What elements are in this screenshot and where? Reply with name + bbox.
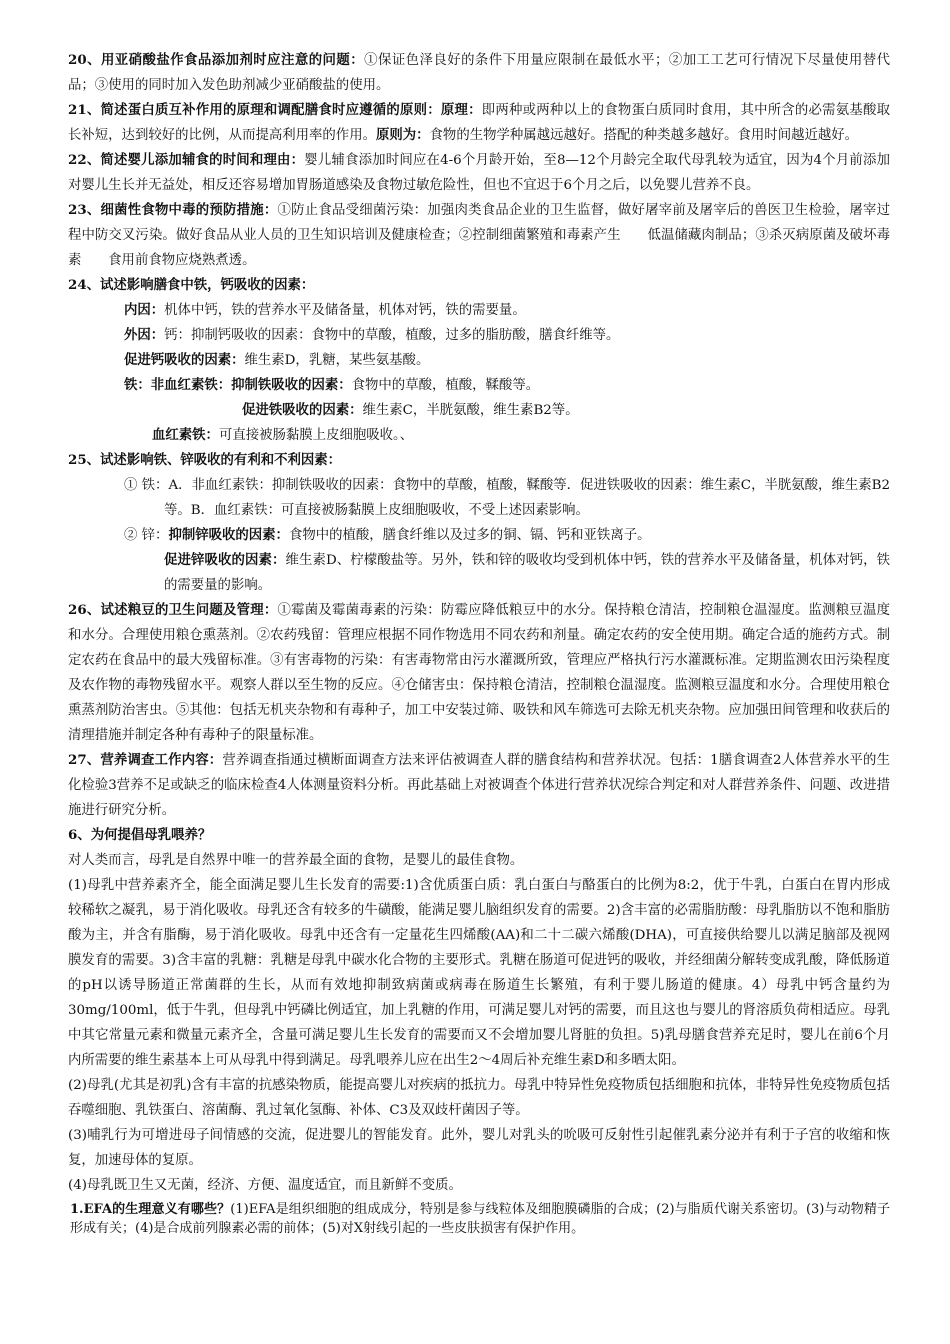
q27-title: 27、营养调查工作内容：	[68, 752, 223, 768]
q21-rule-label: 原则为：	[375, 127, 430, 143]
q26-paragraph	[68, 598, 890, 748]
q24-ca-promote: 维生素D，乳糖，某些氨基酸。	[244, 353, 430, 368]
q25-zn-promote-item	[68, 548, 890, 598]
q24-heme: 可直接被肠黏膜上皮细胞吸收。、	[218, 428, 414, 443]
q25-zn-promote-label: 促进锌吸收的因素：	[164, 552, 286, 568]
q25-fe: ① 铁：A．非血红素铁：抑制铁吸收的因素：食物中的草酸，植酸，鞣酸等．促进铁吸收的因素：维生素C，半胱氨酸，维生素B2等。B．血红素铁：可直接被肠黏膜上皮细胞吸收，不受上述因素影响。	[124, 478, 890, 518]
q24-ca-promote-line	[68, 348, 890, 373]
q24-external-label: 外因：	[124, 327, 165, 343]
q24-fe-promote-label: 促进铁吸收的因素：	[242, 402, 363, 418]
q24-external: 钙：抑制钙吸收的因素：食物中的草酸，植酸，过多的脂肪酸，膳食纤维等。	[164, 328, 620, 343]
q24-external-line	[68, 323, 890, 348]
q24-fe-promote: 维生素C，半胱氨酸，维生素B2等。	[362, 403, 579, 418]
q24-internal: 机体中钙，铁的营养水平及储备量，机体对钙，铁的需要量。	[164, 303, 526, 318]
q21-rule: 食物的生物学种属越远越好。搭配的种类越多越好。食用时间越近越好。	[429, 128, 859, 143]
q24-fe-inhibit-line	[68, 373, 890, 398]
q1-paragraph	[68, 1200, 890, 1238]
q24-fe-promote-line	[68, 398, 890, 423]
q23-body: ①防止食品受细菌污染：加强肉类食品企业的卫生监督，做好屠宰前及屠宰后的兽医卫生检验，屠宰过程中防交叉污染。做好食品从业人员的卫生知识培训及健康检查；②控制细菌繁殖和毒素产生 低温储藏肉制品；③杀灭病原菌及破坏毒素 食用前食物应烧熟煮透。	[68, 203, 891, 268]
q24-ca-promote-label: 促进钙吸收的因素：	[124, 352, 245, 368]
q6-point-2: (2)母乳(尤其是初乳)含有丰富的抗感染物质，能提高婴儿对疾病的抵抗力。母乳中特异性免疫物质包括细胞和抗体，非特异性免疫物质包括吞噬细胞、乳铁蛋白、溶菌酶、乳过氧化氢酶、补体、C3及双歧杆菌因子等。	[68, 1078, 890, 1118]
q25-zn-promote: 维生素D、柠檬酸盐等。另外，铁和锌的吸收均受到机体中钙，铁的营养水平及储备量，机体对钙，铁的需要量的影响。	[164, 553, 891, 593]
q1-body: (1)EFA是组织细胞的组成成分，特别是参与线粒体及细胞膜磷脂的合成；(2)与脂质代谢关系密切。(3)与动物精子形成有关；(4)是合成前列腺素必需的前体；(5)对X射线引起的一些皮肤损害有保护作用。	[70, 1202, 890, 1236]
q25-zn-inhibit-label: 抑制锌吸收的因素：	[168, 527, 289, 543]
q26-title: 26、试述粮豆的卫生问题及管理：	[68, 602, 278, 618]
q22-title: 22、简述婴儿添加辅食的时间和理由：	[68, 152, 305, 168]
q24-fe-inhibit-label: 铁：非血红素铁：抑制铁吸收的因素：	[124, 377, 352, 393]
q22-paragraph	[68, 148, 890, 198]
q6-intro: 对人类而言，母乳是自然界中唯一的营养最全面的食物，是婴儿的最佳食物。	[68, 853, 524, 868]
q25-title-line	[68, 448, 890, 473]
q21-title: 21、简述蛋白质互补作用的原理和调配膳食时应遵循的原则：	[68, 102, 441, 118]
q6-point-3: (3)哺乳行为可增进母子间情感的交流，促进婴儿的智能发育。此外，婴儿对乳头的吮吸可反射性引起催乳素分泌并有利于子宫的收缩和恢复，加速母体的复原。	[68, 1128, 890, 1168]
q6-title: 6、为何提倡母乳喂养？	[68, 827, 212, 843]
q27-body: 营养调查指通过横断面调查方法来评估被调查人群的膳食结构和营养状况。包括：1膳食调查2人体营养水平的生化检验3营养不足或缺乏的临床检查4人体测量资料分析。再此基础上对被调查个体进行营养状况综合判定和对人群营养条件、问题、改进措施进行研究分析。	[68, 753, 890, 818]
q20-paragraph	[68, 48, 890, 98]
q24-internal-label: 内因：	[124, 302, 165, 318]
q26-body: ①霉菌及霉菌毒素的污染：防霉应降低粮豆中的水分。保持粮仓清洁，控制粮仓温湿度。监测粮豆温度和水分。合理使用粮仓熏蒸剂。②农药残留：管理应根据不同作物选用不同农药和剂量。确定农药的安全使用期。确定合适的施药方式。制定农药在食品中的最大残留标准。③有害毒物的污染：有害毒物常由污水灌溉所致，管理应严格执行污水灌溉标准。定期监测农田污染程度及农作物的毒物残留水平。观察人群以至生物的反应。④仓储害虫：保持粮仓清洁，控制粮仓温湿度。监测粮豆温度和水分。合理使用粮仓熏蒸剂防治害虫。⑤其他：包括无机夹杂物和有毒种子，加工中安装过筛、吸铁和风车筛选可去除无机夹杂物。应加强田间管理和收获后的清理措施并制定各种有毒种子的限量标准。	[68, 603, 891, 743]
q1-title: 1.EFA的生理意义有哪些？	[70, 1202, 231, 1217]
q20-body: ①保证色泽良好的条件下用量应限制在最低水平；②加工工艺可行情况下尽量使用替代品；③使用的同时加入发色助剂减少亚硝酸盐的使用。	[68, 53, 891, 93]
q20-title: 20、用亚硝酸盐作食品添加剂时应注意的问题：	[68, 52, 365, 68]
q23-title: 23、细菌性食物中毒的预防措施：	[68, 202, 278, 218]
q25-zn-item	[68, 523, 890, 548]
q24-internal-line	[68, 298, 890, 323]
q23-paragraph	[68, 198, 890, 273]
q24-heme-line	[68, 423, 890, 448]
q6-point-1: (1)母乳中营养素齐全，能全面满足婴儿生长发育的需要:1)含优质蛋白质：乳白蛋白与酪蛋白的比例为8:2，优于牛乳，白蛋白在胃内形成较稀软之凝乳，易于消化吸收。母乳还含有较多的牛磺酸，能满足婴儿脑组织发育的需要。2)含丰富的必需脂肪酸：母乳脂肪以不饱和脂肪酸为主，并含有脂酶，易于消化吸收。母乳中还含有一定量花生四烯酸(AA)和二十二碳六烯酸(DHA)，可直接供给婴儿以满足脑部及视网膜发育的需要。3)含丰富的乳糖：乳糖是母乳中碳水化合物的主要形式。乳糖在肠道可促进钙的吸收，并经细菌分解转变成乳酸，降低肠道的pH以诱导肠道正常菌群的生长，从而有效地抑制致病菌或病毒在肠道生长繁殖，有利于婴儿肠道的健康。4）母乳中钙含量约为30mg/100ml，低于牛乳，但母乳中钙磷比例适宜，加上乳糖的作用，可满足婴儿对钙的需要，而且这也与婴儿的肾溶质负荷相适应。母乳中其它常量元素和微量元素齐全，含量可满足婴儿生长发育的需要而又不会增加婴儿肾脏的负担。5)乳母膳食营养充足时，婴儿在前6个月内所需要的维生素基本上可从母乳中得到满足。母乳喂养儿应在出生2～4周后补充维生素D和多晒太阳。	[68, 878, 890, 1068]
q25-title: 25、试述影响铁、锌吸收的有利和不利因素：	[68, 452, 342, 468]
q24-title-line	[68, 273, 890, 298]
q21-principle-label: 原理：	[440, 102, 482, 118]
q24-fe-inhibit: 食物中的草酸，植酸，鞣酸等。	[351, 378, 540, 393]
q25-zn-prefix: ② 锌：	[124, 528, 169, 543]
q22-body: 婴儿辅食添加时间应在4-6个月龄开始，至8—12个月龄完全取代母乳较为适宜，因为4个月前添加对婴儿生长并无益处，相反还容易增加胃肠道感染及食物过敏危险性，但也不宜迟于6个月之后，以免婴儿营养不良。	[68, 153, 890, 193]
q21-paragraph	[68, 98, 890, 148]
q27-paragraph	[68, 748, 890, 823]
q25-zn-inhibit: 食物中的植酸，膳食纤维以及过多的铜、镉、钙和亚铁离子。	[288, 528, 651, 543]
q25-fe-item	[68, 473, 890, 523]
q6-point-4: (4)母乳既卫生又无菌，经济、方便、温度适宜，而且新鲜不变质。	[68, 1178, 462, 1193]
q6-title-line	[68, 823, 890, 848]
q24-title: 24、试述影响膳食中铁，钙吸收的因素：	[68, 277, 315, 293]
q24-heme-label: 血红素铁：	[152, 427, 219, 443]
q21-principle: 即两种或两种以上的食物蛋白质同时食用，其中所含的必需氨基酸取长补短，达到较好的比例，从而提高利用率的作用。	[68, 103, 891, 143]
